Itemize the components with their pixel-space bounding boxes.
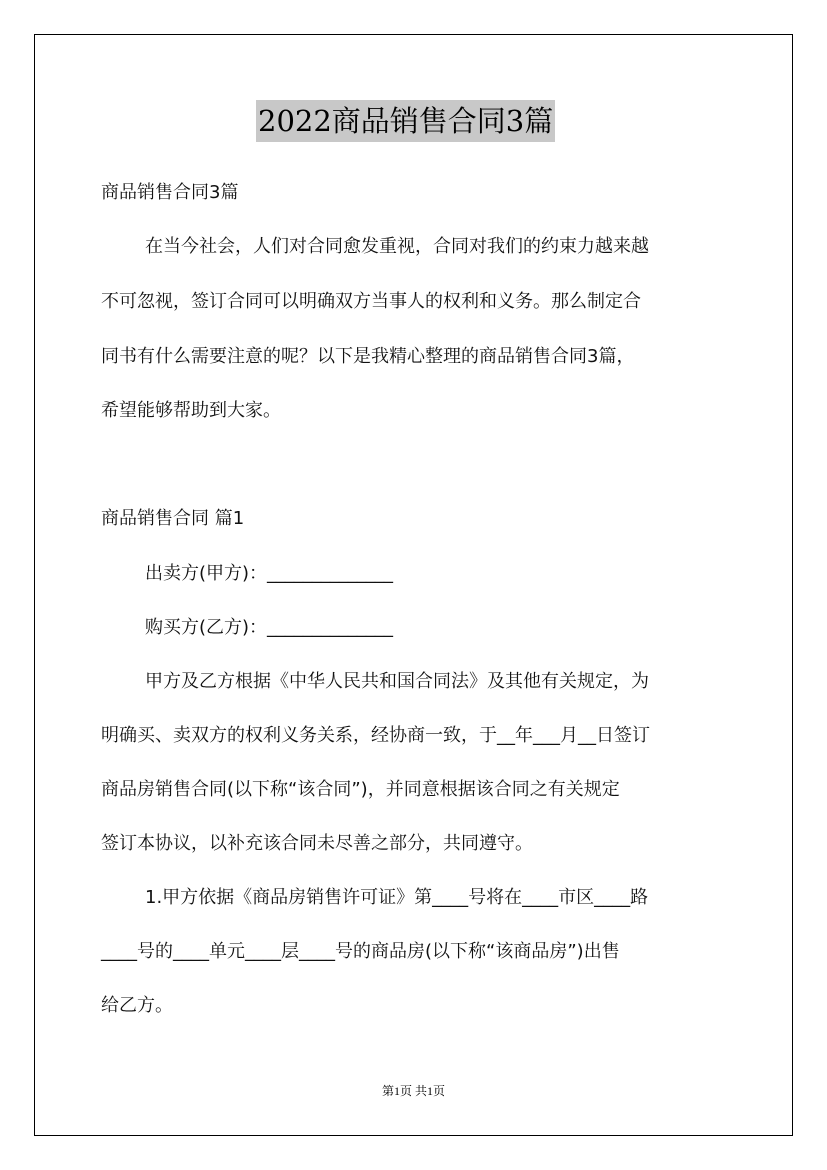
intro-line-4: 希望能够帮助到大家。: [101, 400, 281, 421]
para1-line-4: 签订本协议，以补充该合同未尽善之部分，共同遵守。: [101, 833, 533, 854]
para2-line-1: 1.甲方依据《商品房销售许可证》第____号将在____市区____路: [145, 887, 649, 908]
para1-line-3: 商品房销售合同(以下称“该合同”)，并同意根据该合同之有关规定: [101, 779, 620, 800]
para1-line-2: 明确买、卖双方的权利义务关系，经协商一致，于__年___月__日签订: [101, 725, 650, 746]
buyer-line: 购买方(乙方)：______________: [145, 617, 394, 638]
document-subtitle: 商品销售合同3篇: [101, 182, 239, 203]
intro-line-3: 同书有什么需要注意的呢？以下是我精心整理的商品销售合同3篇，: [101, 346, 635, 367]
section-heading: 商品销售合同 篇1: [101, 508, 245, 529]
para2-line-3: 给乙方。: [101, 995, 173, 1016]
intro-line-2: 不可忽视，签订合同可以明确双方当事人的权利和义务。那么制定合: [101, 291, 641, 312]
para1-line-1: 甲方及乙方根据《中华人民共和国合同法》及其他有关规定，为: [145, 671, 649, 692]
document-title: 2022商品销售合同3篇: [256, 100, 555, 142]
para2-line-2: ____号的____单元____层____号的商品房(以下称“该商品房”)出售: [101, 941, 620, 962]
seller-line: 出卖方(甲方)：______________: [145, 563, 394, 584]
page-footer: 第1页 共1页: [381, 1084, 445, 1098]
intro-line-1: 在当今社会，人们对合同愈发重视，合同对我们的约束力越来越: [145, 236, 649, 257]
